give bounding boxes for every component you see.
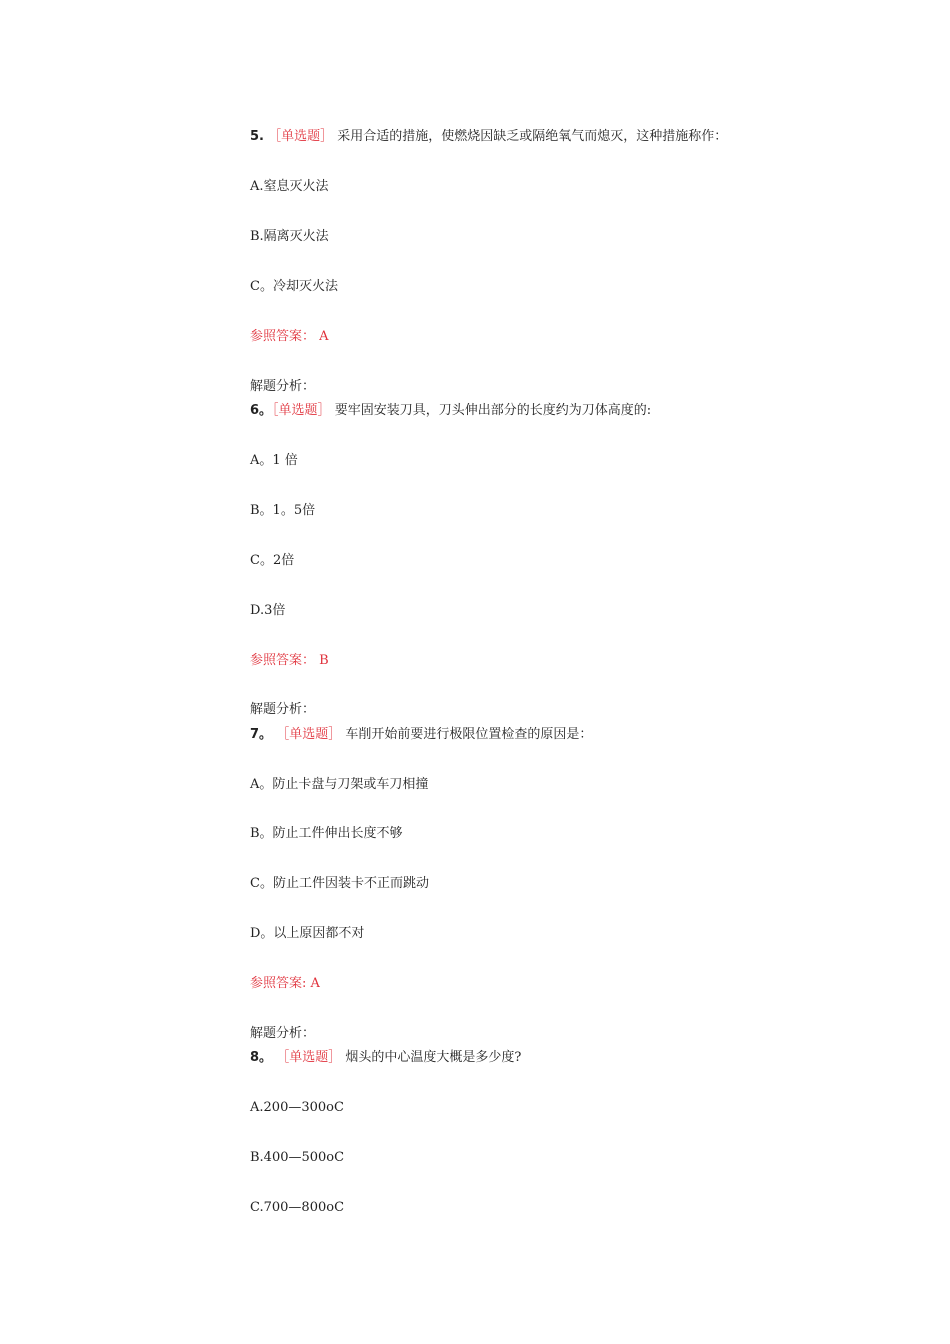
question-type-tag: ［单选题］ (272, 403, 331, 418)
question-text: 采用合适的措施，使燃烧因缺乏或隔绝氧气而熄灭，这种措施称作： (337, 129, 728, 144)
analysis-label: 解题分析： (250, 379, 316, 394)
question-5-stem (250, 129, 727, 145)
question-7-stem (250, 727, 592, 743)
question-text: 车削开始前要进行极限位置检查的原因是： (345, 727, 593, 742)
option-d: D。以上原因都不对 (250, 926, 365, 941)
option-c: C。冷却灭火法 (250, 279, 338, 294)
option-c: C。2倍 (250, 553, 295, 568)
option-d: D.3倍 (250, 603, 286, 618)
question-8-stem (250, 1050, 521, 1066)
option-a: A.200—300oC (250, 1100, 344, 1115)
question-type-tag: ［单选题］ (276, 1050, 342, 1065)
question-6-stem (250, 403, 651, 419)
option-b: B。防止工件伸出长度不够 (250, 826, 403, 841)
reference-answer: 参照答案： A (250, 329, 329, 344)
option-c: C.700—800oC (250, 1200, 345, 1215)
reference-answer: 参照答案: A (250, 976, 320, 991)
question-number: 7。 (250, 727, 273, 742)
question-text: 要牢固安装刀具，刀头伸出部分的长度约为刀体高度的: (334, 403, 652, 418)
reference-answer: 参照答案： B (250, 653, 329, 668)
question-number: 8。 (250, 1050, 273, 1065)
option-b: B。1。5倍 (250, 503, 316, 518)
question-number: 5. (250, 129, 264, 144)
option-a: A。防止卡盘与刀架或车刀相撞 (250, 777, 429, 792)
option-b: B.隔离灭火法 (250, 229, 329, 244)
question-text: 烟头的中心温度大概是多少度? (345, 1050, 522, 1065)
option-a: A.窒息灭火法 (250, 179, 329, 194)
question-number: 6。 (250, 403, 273, 418)
question-type-tag: ［单选题］ (268, 129, 334, 144)
analysis-label: 解题分析： (250, 702, 316, 717)
analysis-label: 解题分析： (250, 1026, 316, 1041)
question-type-tag: ［单选题］ (276, 727, 342, 742)
option-b: B.400—500oC (250, 1150, 345, 1165)
option-c: C。防止工件因装卡不正而跳动 (250, 876, 429, 891)
option-a: A。1 倍 (250, 453, 298, 468)
